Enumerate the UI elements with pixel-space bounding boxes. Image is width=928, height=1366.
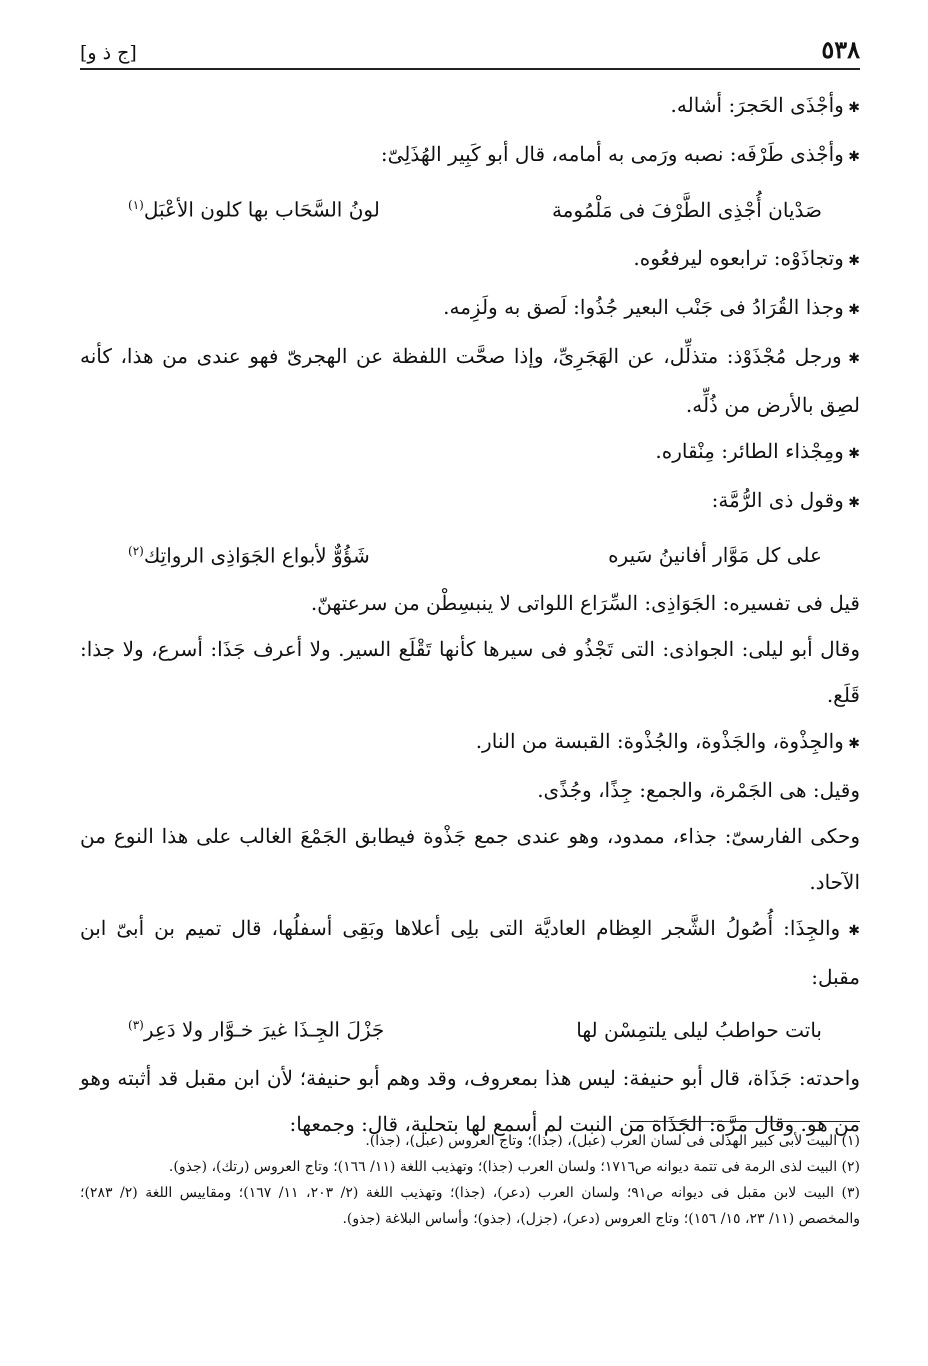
paragraph: واحدته: جَذَاة، قال أبو حنيفة: ليس هذا بمعروف، وقد وهم أبو حنيفة؛ لأن ابن مقبل قد أثبته وهو من هو. وقال مرَّة: الجَذَاة من النبت لم أسمع لها بتحلية، قال: وجمعها:: [80, 1065, 860, 1136]
entry-paragraph: ✱ وأجْذى طَرْفَه: نصبه ورَمى به أمامه، قال أبو كَبِير الهُذَلِىّ:: [80, 131, 860, 180]
entry-paragraph: ✱ ومِجْذاء الطائر: مِنْقاره.: [80, 428, 860, 477]
verse-hemistich-first: على كل مَوَّار أفانينُ سَيره: [608, 543, 822, 568]
footnote-marker: (٣): [128, 1018, 144, 1033]
entry-paragraph: ✱ ورجل مُجْذَوْذ: متذلِّل، عن الهَجَرِىِّ، وإذا صحَّت اللفظة عن الهجرىّ فهو عندى من هذا، كأنه لصِق بالأرض من ذُلِّه.: [80, 333, 860, 428]
page-header: [80, 24, 860, 70]
footnotes: [80, 1121, 860, 1232]
main-text: [80, 82, 860, 1147]
footnote-divider: [630, 1121, 860, 1122]
footnote-2: (٢) البيت لذى الرمة فى تتمة ديوانه ص١٧١٦؛ ولسان العرب (جذا)؛ وتهذيب اللغة (١١/ ١٦٦)؛ وتاج العروس (رتك)، (جذو).: [168, 1159, 860, 1175]
entry-paragraph: ✱ وجذا القُرَادُ فى جَنْب البعير جُذُوا: لَصق به ولَزِمه.: [80, 284, 860, 333]
verse-line: [80, 182, 860, 233]
page-number: ٥٣٨: [821, 35, 860, 64]
entry-paragraph: ✱ وقول ذى الرُّمَّة:: [80, 477, 860, 526]
verse-text: لونُ السَّحَاب بها كلون الأعْبَل: [143, 197, 380, 222]
footnote-marker: (٢): [128, 543, 144, 558]
verse-text: شَؤُوٌّ لأبواع الجَوَاذِى الرواتِك: [143, 543, 370, 568]
verse-hemistich-second: [128, 528, 370, 579]
root-label: [ج ذ و]: [80, 42, 137, 64]
footnote-3: (٣) البيت لابن مقبل فى ديوانه ص٩١؛ ولسان العرب (دعر)، (جذا)؛ وتهذيب اللغة (٢/ ٢٠٣، ١١/ ١٦٧)؛ ومقاييس اللغة (٢/ ٢٨٣)؛ والمخصص (١١/ ٢٣، ١٥/ ١٥٦)؛ وتاج العروس (دعر)، (جزل)، (جذو)؛ وأساس البلاغة (جذو).: [80, 1185, 861, 1227]
book-page: [80, 24, 860, 1344]
verse-hemistich-second: [128, 182, 380, 233]
verse-hemistich-first: باتت حواطبُ ليلى يلتمِسْن لها: [576, 1017, 822, 1042]
paragraph: وحكى الفارسىّ: جذاء، ممدود، وهو عندى جمع جَذْوة فيطابق الجَمْعَ الغالب على هذا النوع من الآحاد.: [80, 824, 860, 895]
paragraph: قيل فى تفسيره: الجَوَاذِى: السِّرَاع اللواتى لا ينبسِطْن من سرعتهنّ.: [310, 591, 860, 616]
verse-hemistich-first: صَدْيان أُجْذِى الطَّرْفَ فى مَلْمُومة: [551, 197, 822, 222]
paragraph: وقيل: هى الجَمْرة، والجمع: جِذًا، وجُذًى.: [537, 778, 860, 803]
verse-hemistich-second: [128, 1002, 384, 1053]
entry-paragraph: ✱ وتجاذَوْه: ترابعوه ليرفعُوه.: [80, 235, 860, 284]
footnote-1: (١) البيت لأبى كبير الهذلى فى لسان العرب (عبل)، (جذا)؛ وتاج العروس (عبل)، (جذا).: [365, 1133, 860, 1149]
entry-paragraph: ✱ والجِذْوة، والجَذْوة، والجُذْوة: القبسة من النار.: [80, 718, 860, 767]
verse-line: [80, 1002, 860, 1053]
verse-line: [80, 528, 860, 579]
footnote-marker: (١): [128, 198, 144, 212]
paragraph: وقال أبو ليلى: الجواذى: التى تَجْذُو فى سيرها كأنها تَقْلَع السير. ولا أعرف جَذَا: أسرع، ولا جذا: قَلَع.: [80, 637, 860, 708]
verse-text: جَزْلَ الجِـذَا غيرَ خـوَّار ولا دَعِر: [143, 1017, 385, 1042]
entry-paragraph: ✱ والجِذَا: أُصُولُ الشَّجر العِظام العاديَّة التى بلِى أعلاها وبَقِى أسفلُها، قال تميم بن أبىّ ابن مقبل:: [80, 905, 860, 1000]
entry-paragraph: ✱ وأجْذَى الحَجرَ: أشاله.: [80, 82, 860, 131]
